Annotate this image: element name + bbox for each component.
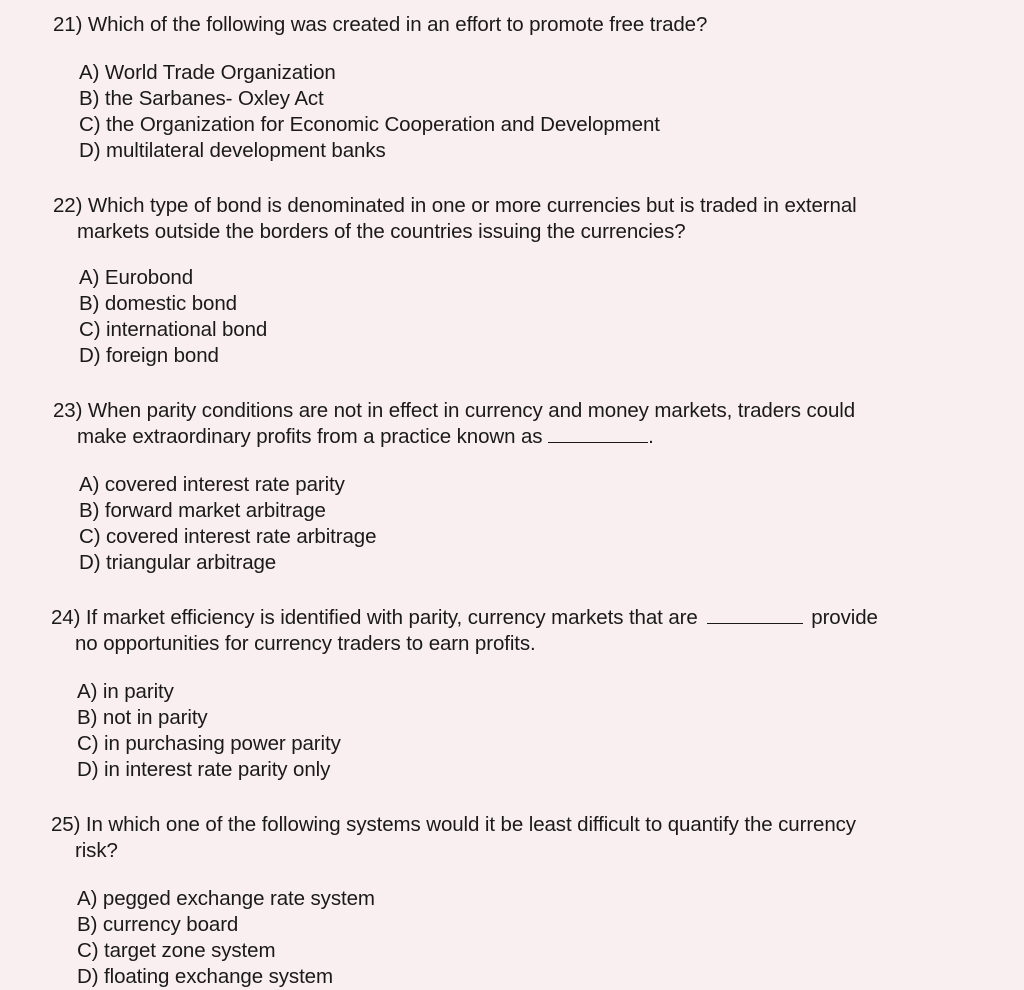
option-d: D) multilateral development banks (79, 139, 386, 162)
option-a: A) in parity (77, 680, 174, 703)
question-stem (51, 812, 856, 864)
option-b: B) forward market arbitrage (79, 499, 326, 522)
option-a: A) Eurobond (79, 266, 194, 289)
stem-line: 23) When parity conditions are not in effect in currency and money markets, traders could (53, 399, 856, 422)
stem-line: 21) Which of the following was created in an effort to promote free trade? (53, 13, 708, 36)
option-b: B) domestic bond (79, 292, 237, 315)
stem-line (51, 605, 1011, 631)
question-stem (51, 605, 1011, 657)
question-25 (51, 812, 856, 990)
answer-options (51, 886, 856, 990)
option-b: B) not in parity (77, 706, 208, 729)
answer-options (51, 679, 1011, 783)
answer-blank (548, 424, 648, 443)
option-c: C) the Organization for Economic Cooperation and Development (79, 113, 660, 136)
stem-line (53, 424, 855, 450)
stem-end-punctuation: . (648, 425, 654, 448)
question-stem (53, 193, 857, 245)
option-c: C) in purchasing power parity (77, 732, 341, 755)
option-d: D) in interest rate parity only (77, 758, 331, 781)
stem-line: 25) In which one of the following systems would it be least difficult to quantify the currency (51, 813, 856, 836)
option-d: D) foreign bond (79, 344, 219, 367)
option-a: A) World Trade Organization (79, 61, 336, 84)
answer-options (53, 60, 707, 164)
question-21 (53, 12, 707, 164)
question-stem (53, 398, 855, 450)
question-stem (53, 12, 707, 38)
option-d: D) triangular arbitrage (79, 551, 277, 574)
stem-line-text: make extraordinary profits from a practice known as (77, 425, 543, 448)
option-b: B) the Sarbanes- Oxley Act (79, 87, 324, 110)
option-a: A) covered interest rate parity (79, 473, 345, 496)
question-23 (53, 398, 855, 576)
question-24 (51, 605, 1011, 783)
stem-after-blank: provide (811, 606, 878, 629)
stem-line: markets outside the borders of the countries issuing the currencies? (77, 220, 686, 243)
option-c: C) target zone system (77, 939, 276, 962)
question-22 (53, 193, 857, 369)
answer-blank (707, 605, 803, 624)
option-a: A) pegged exchange rate system (77, 887, 375, 910)
option-c: C) covered interest rate arbitrage (79, 525, 377, 548)
stem-line: risk? (75, 839, 118, 862)
stem-line-text: 24) If market efficiency is identified with parity, currency markets that are (51, 606, 698, 629)
answer-options (53, 265, 857, 369)
option-d: D) floating exchange system (77, 965, 333, 988)
option-c: C) international bond (79, 318, 268, 341)
stem-line: 22) Which type of bond is denominated in one or more currencies but is traded in external (53, 194, 857, 217)
option-b: B) currency board (77, 913, 239, 936)
answer-options (53, 472, 855, 576)
stem-line: no opportunities for currency traders to earn profits. (75, 632, 536, 655)
